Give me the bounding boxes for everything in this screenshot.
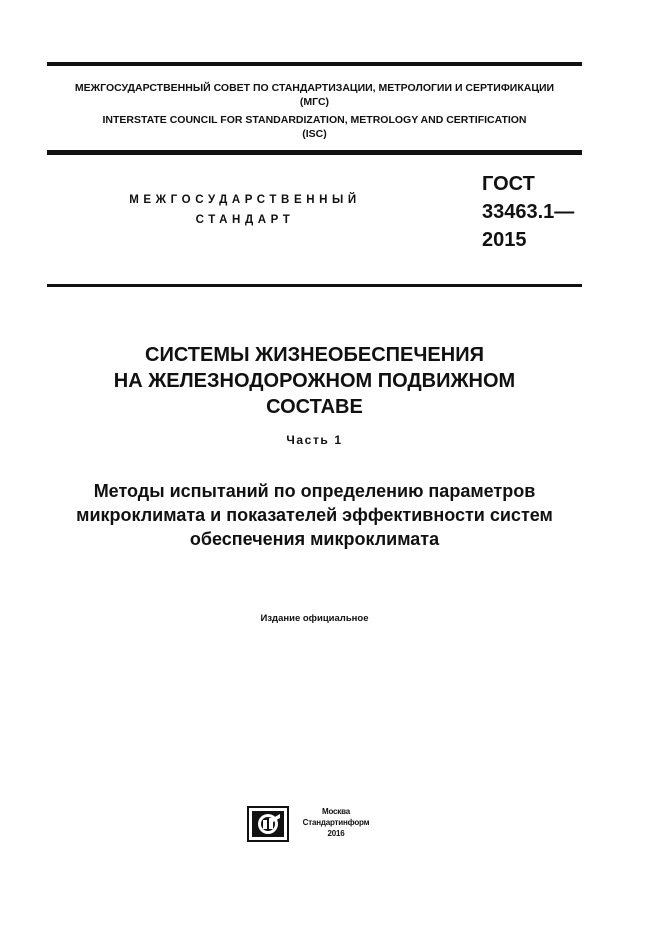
- imprint-year: 2016: [327, 829, 345, 838]
- document-title: [47, 342, 582, 420]
- council-name-en: [47, 113, 582, 141]
- subtitle-line-1: Методы испытаний по определению параметров: [93, 481, 536, 501]
- standard-type-line-2: СТАНДАРТ: [195, 214, 295, 226]
- standartinform-logo-icon: [247, 806, 289, 842]
- publisher-imprint: [296, 806, 376, 839]
- bottom-rule: [47, 284, 582, 287]
- subtitle-line-3: обеспечения микроклимата: [189, 529, 440, 549]
- gost-number: [482, 170, 574, 254]
- subtitle-line-2: микроклимата и показателей эффективности систем: [76, 505, 553, 525]
- council-ru-abbrev: (МГС): [299, 96, 330, 108]
- top-rule: [47, 62, 582, 66]
- title-line-2: НА ЖЕЛЕЗНОДОРОЖНОМ ПОДВИЖНОМ: [113, 370, 516, 392]
- imprint-publisher: Стандартинформ: [302, 818, 370, 827]
- official-edition-label: Издание официальное: [260, 613, 369, 624]
- middle-rule: [47, 150, 582, 155]
- standard-type-line-1: МЕЖГОСУДАРСТВЕННЫЙ: [129, 194, 361, 206]
- council-en-abbrev: (ISC): [302, 128, 327, 140]
- council-name-ru: [47, 81, 582, 109]
- council-ru-line-1: МЕЖГОСУДАРСТВЕННЫЙ СОВЕТ ПО СТАНДАРТИЗАЦИИ, МЕТРОЛОГИИ И СЕРТИФИКАЦИИ: [74, 82, 555, 94]
- imprint-city: Москва: [322, 807, 350, 816]
- gost-year: 2015: [482, 229, 527, 251]
- council-en-line-1: INTERSTATE COUNCIL FOR STANDARDIZATION, METROLOGY AND CERTIFICATION: [102, 114, 527, 126]
- document-subtitle: [47, 479, 582, 551]
- title-line-3: СОСТАВЕ: [266, 396, 363, 418]
- gost-code: 33463.1—: [482, 201, 575, 223]
- title-line-1: СИСТЕМЫ ЖИЗНЕОБЕСПЕЧЕНИЯ: [145, 344, 484, 366]
- gost-label: ГОСТ: [482, 173, 535, 195]
- part-number: Часть 1: [286, 433, 343, 447]
